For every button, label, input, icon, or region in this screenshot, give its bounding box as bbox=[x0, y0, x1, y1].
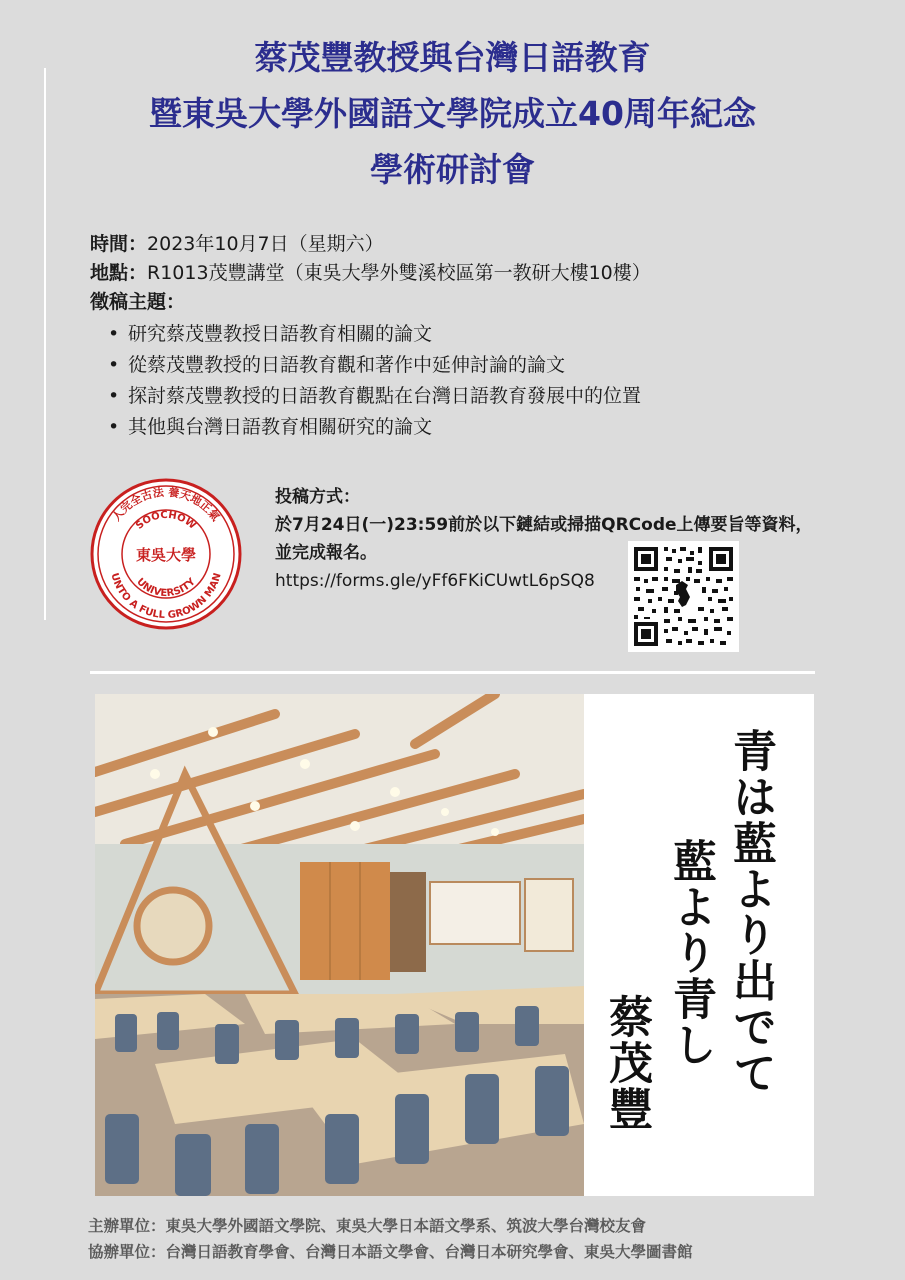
topic-item: • 從蔡茂豐教授的日語教育觀和著作中延伸討論的論文 bbox=[128, 350, 651, 381]
calligraphy-line-2: 藍より青し bbox=[665, 838, 716, 1068]
soochow-university-seal bbox=[90, 478, 242, 630]
time-label: 時間： bbox=[90, 233, 148, 255]
seal-text-center: 東吳大學 bbox=[135, 546, 197, 564]
title-line-2: 暨東吳大學外國語文學院成立40周年紀念 bbox=[149, 94, 756, 133]
calligraphy-line-1: 青は藍より出でて bbox=[725, 728, 776, 1096]
co-organizers: 協辦單位：台灣日語教育學會、台灣日本語文學會、台灣日本研究學會、東吳大學圖書館 bbox=[88, 1243, 693, 1261]
organizers bbox=[88, 1213, 693, 1265]
place-row bbox=[90, 259, 651, 288]
section-divider bbox=[90, 671, 815, 674]
seal-text-top: 人完全古法 養天地正氣 bbox=[109, 485, 223, 524]
seal-text-bottom: UNTO A FULL GROWN MAN bbox=[108, 571, 224, 622]
submit-line-1: 於7月24日(一)23:59前於以下鏈結或掃描QRCode上傳要旨等資料， bbox=[275, 515, 813, 535]
title-line-1: 蔡茂豐教授與台灣日語教育 bbox=[254, 38, 651, 77]
topic-item: • 研究蔡茂豐教授日語教育相關的論文 bbox=[128, 319, 651, 350]
submit-line-2: 並完成報名。 bbox=[275, 543, 377, 563]
seal-text-university: UNIVERSITY bbox=[134, 576, 198, 600]
poster-title bbox=[0, 30, 905, 198]
title-line-3: 學術研討會 bbox=[370, 150, 535, 189]
topics-label bbox=[90, 288, 651, 317]
submission-link[interactable]: https://forms.gle/yFf6FKiCUwtL6pSQ8 bbox=[275, 571, 595, 591]
seal-text-soochow: SOOCHOW bbox=[134, 509, 198, 532]
topic-item: • 其他與台灣日語教育相關研究的論文 bbox=[128, 412, 651, 443]
topics-list bbox=[90, 319, 651, 443]
topics-label-text: 徵稿主題： bbox=[90, 291, 186, 313]
calligraphy-signature: 蔡茂豐 bbox=[601, 994, 652, 1132]
time-row bbox=[90, 230, 651, 259]
place-label: 地點： bbox=[90, 262, 148, 284]
lecture-hall-photo bbox=[95, 694, 584, 1196]
calligraphy-panel bbox=[584, 694, 814, 1196]
qr-code[interactable] bbox=[628, 541, 739, 652]
submit-label: 投稿方式： bbox=[275, 487, 360, 507]
topic-item: • 探討蔡茂豐教授的日語教育觀點在台灣日語教育發展中的位置 bbox=[128, 381, 651, 412]
host-organizers: 主辦單位：東吳大學外國語文學院、東吳大學日本語文學系、筑波大學台灣校友會 bbox=[88, 1217, 647, 1235]
event-info bbox=[90, 230, 651, 443]
place-value: R1013茂豐講堂（東吳大學外雙溪校區第一教研大樓10樓） bbox=[147, 262, 651, 284]
time-value: 2023年10月7日（星期六） bbox=[147, 233, 384, 255]
